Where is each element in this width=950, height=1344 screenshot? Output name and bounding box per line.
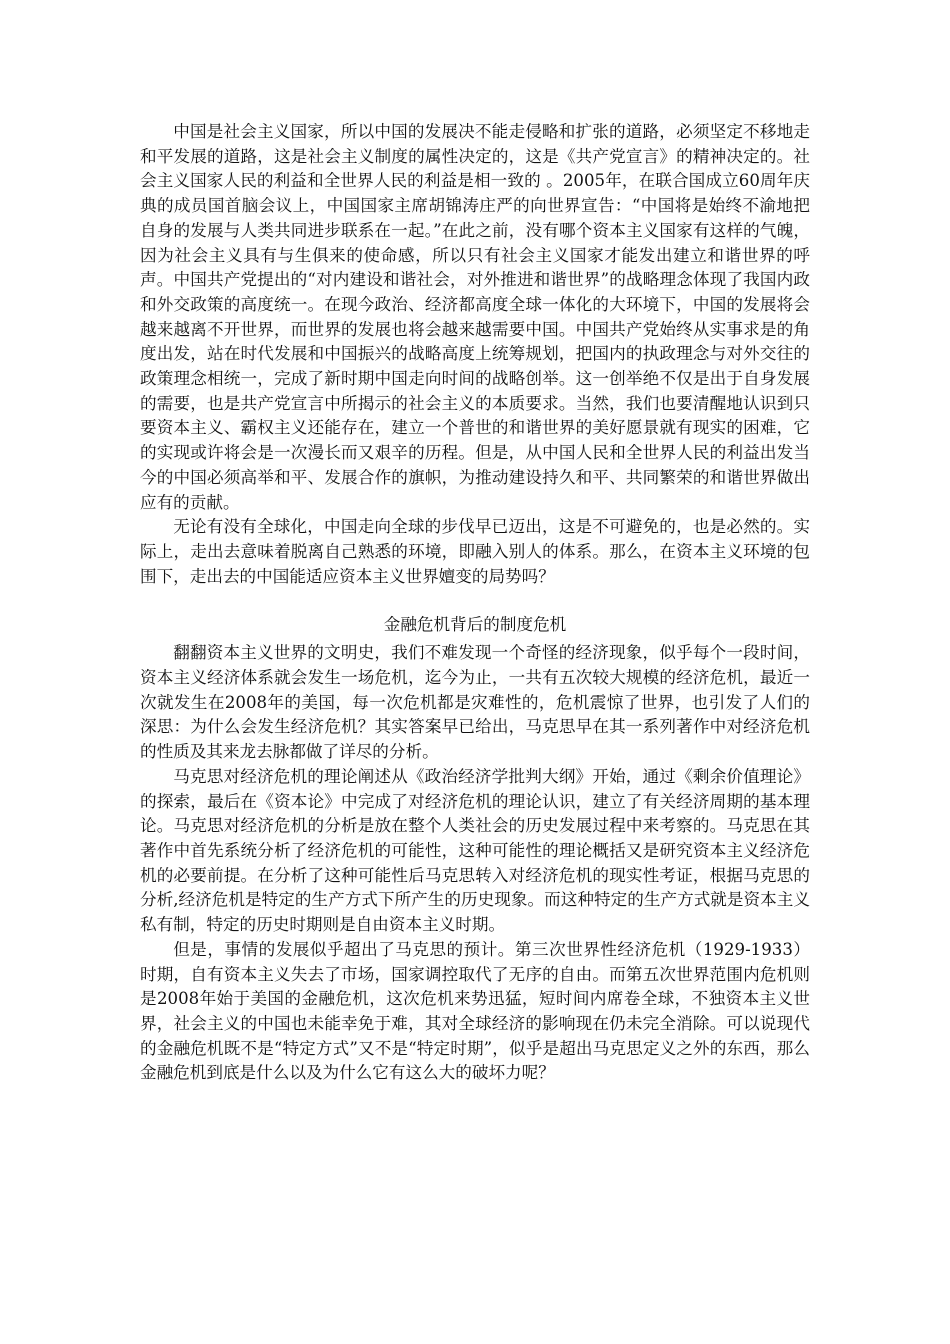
paragraph-modern-crisis: 但是，事情的发展似乎超出了马克思的预计。第三次世界性经济危机（1929-1933）时期，自有资本主义失去了市场，国家调控取代了无序的自由。而第五次世界范围内危机则是2008年始于美国的金融危机，这次危机来势迅猛，短时间内席卷全球，不独资本主义世界，社会主义的中国也未能幸免于难，其对全球经济的影响现在仍未完全消除。可以说现代的金融危机既不是“特定方式”又不是“特定时期”，似乎是超出马克思定义之外的东西，那么金融危机到底是什么以及为什么它有这么大的破坏力呢？ — [140, 939, 810, 1083]
section-title: 金融危机背后的制度危机 — [383, 615, 567, 635]
paragraph-marx-theory: 马克思对经济危机的理论阐述从《政治经济学批判大纲》开始，通过《剩余价值理论》的探索，最后在《资本论》中完成了对经济危机的理论认识，建立了有关经济周期的基本理论。马克思对经济危机的分析是放在整个人类社会的历史发展过程中来考察的。马克思在其著作中首先系统分析了经济危机的可能性，这种可能性的理论概括又是研究资本主义经济危机的必要前提。在分析了这种可能性后马克思转入对经济危机的现实性考证，根据马克思的分析,经济危机是特定的生产方式下所产生的历史现象。而这种特定的生产方式就是资本主义私有制，特定的历史时期则是自由资本主义时期。 — [140, 766, 810, 935]
paragraph-going-global: 无论有没有全球化，中国走向全球的步伐早已迈出，这是不可避免的，也是必然的。实际上，走出去意味着脱离自己熟悉的环境，即融入别人的体系。那么，在资本主义环境的包围下，走出去的中国能适应资本主义世界嬗变的局势吗？ — [140, 517, 810, 586]
paragraph-crisis-history: 翻翻资本主义世界的文明史，我们不难发现一个奇怪的经济现象，似乎每个一段时间，资本主义经济体系就会发生一场危机，迄今为止，一共有五次较大规模的经济危机，最近一次就发生在2008年的美国，每一次危机都是灾难性的，危机震惊了世界，也引发了人们的深思：为什么会发生经济危机？其实答案早已给出，马克思早在其一系列著作中对经济危机的性质及其来龙去脉都做了详尽的分析。 — [140, 643, 810, 762]
paragraph-harmonious-world: 中国是社会主义国家，所以中国的发展决不能走侵略和扩张的道路，必须坚定不移地走和平发展的道路，这是社会主义制度的属性决定的，这是《共产党宣言》的精神决定的。社会主义国家人民的利益和全世界人民的利益是相一致的 。2005年，在联合国成立60周年庆典的成员国首脑会议上，中国国家主席胡锦涛庄严的向世界宣告：“中国将是始终不渝地把自身的发展与人类共同进步联系在一起。”在此之前，没有哪个资本主义国家有这样的气魄，因为社会主义具有与生俱来的使命感，所以只有社会主义国家才能发出建立和谐世界的呼声。中国共产党提出的“对内建设和谐社会，对外推进和谐世界”的战略理念体现了我国内政和外交政策的高度统一。在现今政治、经济都高度全球一体化的大环境下，中国的发展将会越来越离不开世界，而世界的发展也将会越来越需要中国。中国共产党始终从实事求是的角度出发，站在时代发展和中国振兴的战略高度上统筹规划，把国内的执政理念与对外交往的政策理念相统一，完成了新时期中国走向时间的战略创举。这一创举绝不仅是出于自身发展的需要，也是共产党宣言中所揭示的社会主义的本质要求。当然，我们也要清醒地认识到只要资本主义、霸权主义还能存在，建立一个普世的和谐世界的美好愿景就有现实的困难，它的实现或许将会是一次漫长而又艰辛的历程。但是，从中国人民和全世界人民的利益出发当今的中国必须高举和平、发展合作的旗帜，为推动建设持久和平、共同繁荣的和谐世界做出应有的贡献。 — [140, 122, 810, 512]
document-page — [140, 120, 810, 1086]
